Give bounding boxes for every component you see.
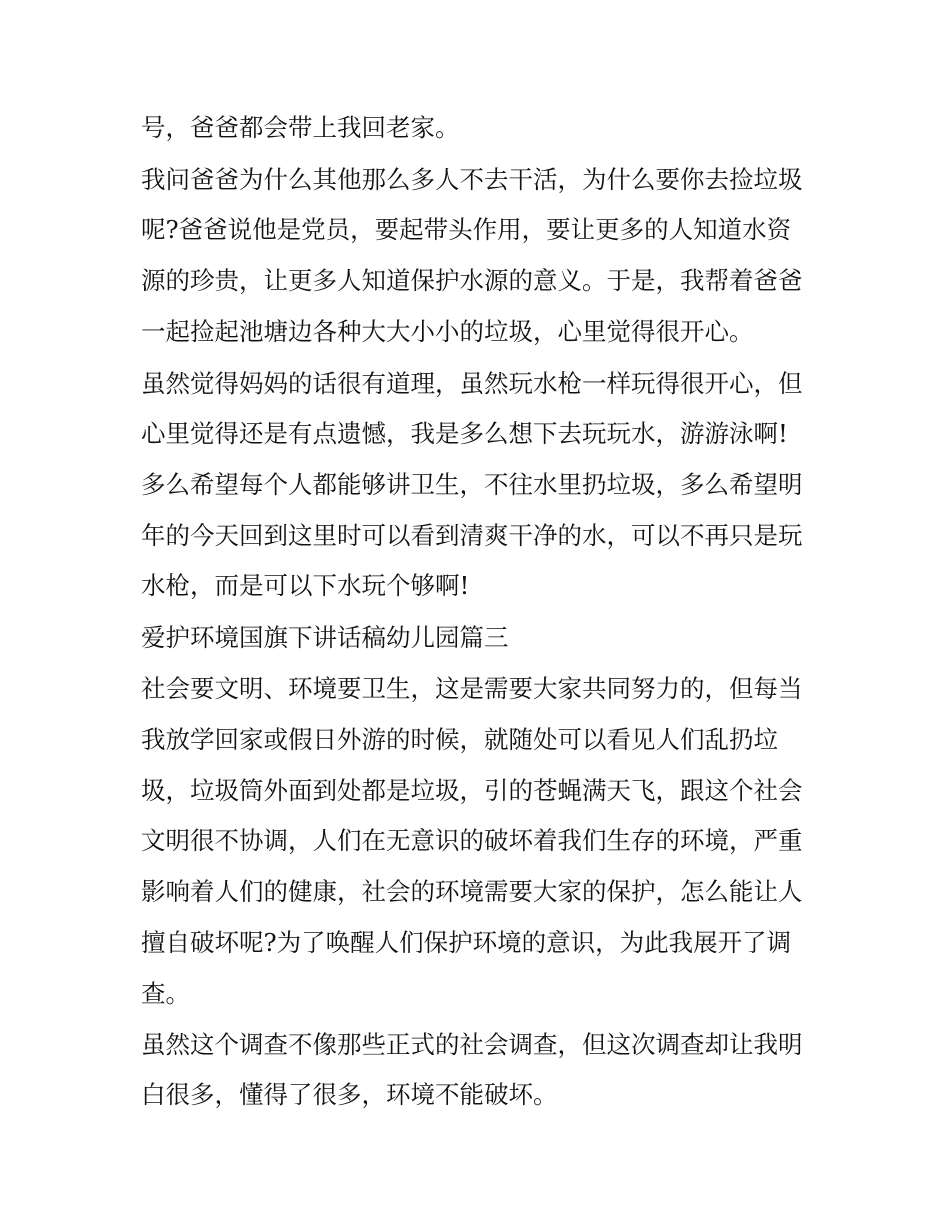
text-line: 源的珍贵，让更多人知道保护水源的意义。于是，我帮着爸爸 (141, 266, 803, 295)
text-line: 一起捡起池塘边各种大大小小的垃圾，心里觉得很开心。 (141, 317, 754, 346)
text-line: 社会要文明、环境要卫生，这是需要大家共同努力的，但每当 (141, 674, 803, 703)
text-line: 我放学回家或假日外游的时候，就随处可以看见人们乱扔垃 (141, 725, 778, 754)
text-line: 查。 (141, 979, 190, 1008)
text-line: 水枪，而是可以下水玩个够啊! (141, 571, 470, 600)
text-line: 虽然觉得妈妈的话很有道理，虽然玩水枪一样玩得很开心，但 (141, 369, 803, 398)
text-line: 心里觉得还是有点遗憾，我是多么想下去玩玩水，游游泳啊! (141, 419, 788, 448)
text-line: 虽然这个调查不像那些正式的社会调查，但这次调查却让我明 (141, 1030, 803, 1059)
text-line: 号，爸爸都会带上我回老家。 (141, 113, 460, 142)
text-line: 白很多，懂得了很多，环境不能破坏。 (141, 1080, 558, 1109)
text-line: 年的今天回到这里时可以看到清爽干净的水，可以不再只是玩 (141, 521, 803, 550)
text-line: 圾，垃圾筒外面到处都是垃圾，引的苍蝇满天飞，跟这个社会 (141, 776, 803, 805)
text-line: 影响着人们的健康，社会的环境需要大家的保护，怎么能让人 (141, 877, 803, 906)
text-line: 我问爸爸为什么其他那么多人不去干活，为什么要你去捡垃圾 (141, 165, 803, 194)
text-line: 文明很不协调，人们在无意识的破坏着我们生存的环境，严重 (141, 826, 803, 855)
section-heading: 爱护环境国旗下讲话稿幼儿园篇三 (141, 623, 509, 652)
text-line: 擅自破坏呢?为了唤醒人们保护环境的意识，为此我展开了调 (141, 928, 792, 957)
text-line: 呢?爸爸说他是党员，要起带头作用，要让更多的人知道水资 (141, 215, 792, 244)
text-line: 多么希望每个人都能够讲卫生，不往水里扔垃圾，多么希望明 (141, 470, 803, 499)
